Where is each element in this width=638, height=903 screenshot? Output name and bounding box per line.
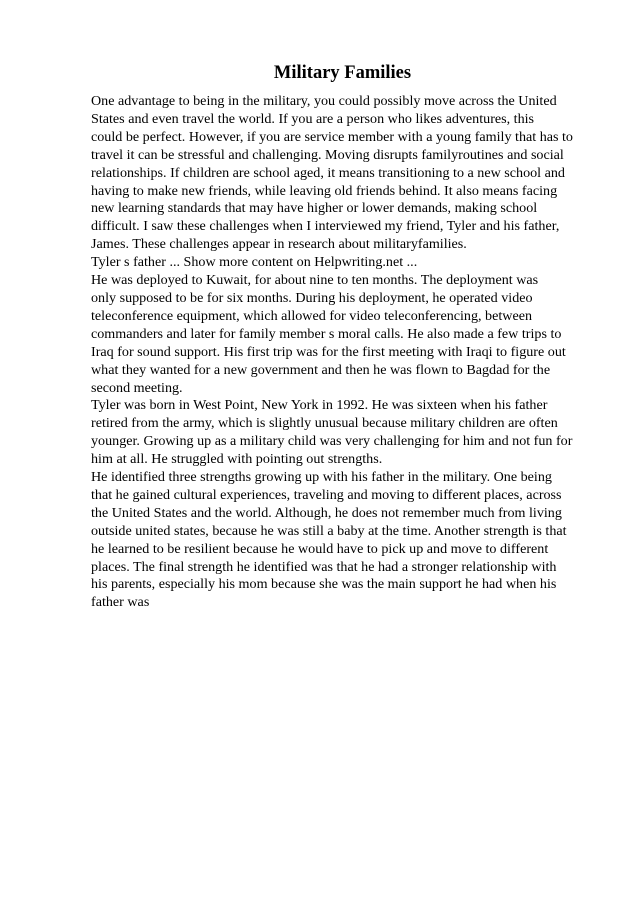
text-line: could be perfect. However, if you are service member with a young family that has to — [91, 128, 573, 145]
text-line: States and even travel the world. If you are a person who likes adventures, this — [91, 110, 535, 127]
text-line: father was — [91, 594, 150, 611]
text-line: outside united states, because he was still a baby at the time. Another strength is that — [91, 522, 567, 539]
text-line: second meeting. — [91, 379, 183, 396]
text-line: only supposed to be for six months. During his deployment, he operated video — [91, 289, 533, 306]
text-line: One advantage to being in the military, you could possibly move across the United — [91, 93, 557, 109]
text-line: him at all. He struggled with pointing out strengths. — [91, 451, 383, 468]
text-line: younger. Growing up as a military child was very challenging for him and not fun for — [91, 433, 573, 450]
text-line: commanders and later for family member s moral calls. He also made a few trips to — [91, 325, 562, 342]
text-line: his parents, especially his mom because she was the main support he had when his — [91, 576, 557, 593]
document-title: Military Families — [273, 63, 412, 83]
text-line: Iraq for sound support. His first trip was for the first meeting with Iraqi to figure out — [91, 343, 566, 360]
text-line: new learning standards that may have higher or lower demands, making school — [91, 200, 538, 217]
text-line: places. The final strength he identified was that he had a stronger relationship with — [91, 558, 557, 575]
text-line: he learned to be resilient because he would have to pick up and move to different — [91, 540, 549, 557]
text-line: that he gained cultural experiences, traveling and moving to different places, across — [91, 486, 562, 503]
text-line: the United States and the world. Although, he does not remember much from living — [91, 504, 562, 521]
text-line: James. These challenges appear in research about militaryfamilies. — [91, 236, 467, 253]
text-line: teleconference equipment, which allowed for video teleconferencing, between — [91, 307, 533, 324]
text-line: retired from the army, which is slightly unusual because military children are often — [91, 415, 558, 432]
document-body — [91, 93, 594, 612]
text-line: having to make new friends, while leaving old friends behind. It also means facing — [91, 182, 558, 199]
text-line: He was deployed to Kuwait, for about nine to ten months. The deployment was — [91, 272, 539, 289]
text-line: difficult. I saw these challenges when I interviewed my friend, Tyler and his father, — [91, 218, 560, 235]
text-line: Tyler s father ... Show more content on Helpwriting.net ... — [91, 254, 418, 271]
text-line: travel it can be stressful and challenging. Moving disrupts familyroutines and social — [91, 146, 564, 163]
text-line: He identified three strengths growing up with his father in the military. One being — [91, 469, 552, 486]
text-line: Tyler was born in West Point, New York in 1992. He was sixteen when his father — [91, 397, 548, 414]
text-line: relationships. If children are school aged, it means transitioning to a new school and — [91, 164, 565, 181]
text-line: what they wanted for a new government and then he was flown to Bagdad for the — [91, 361, 551, 378]
